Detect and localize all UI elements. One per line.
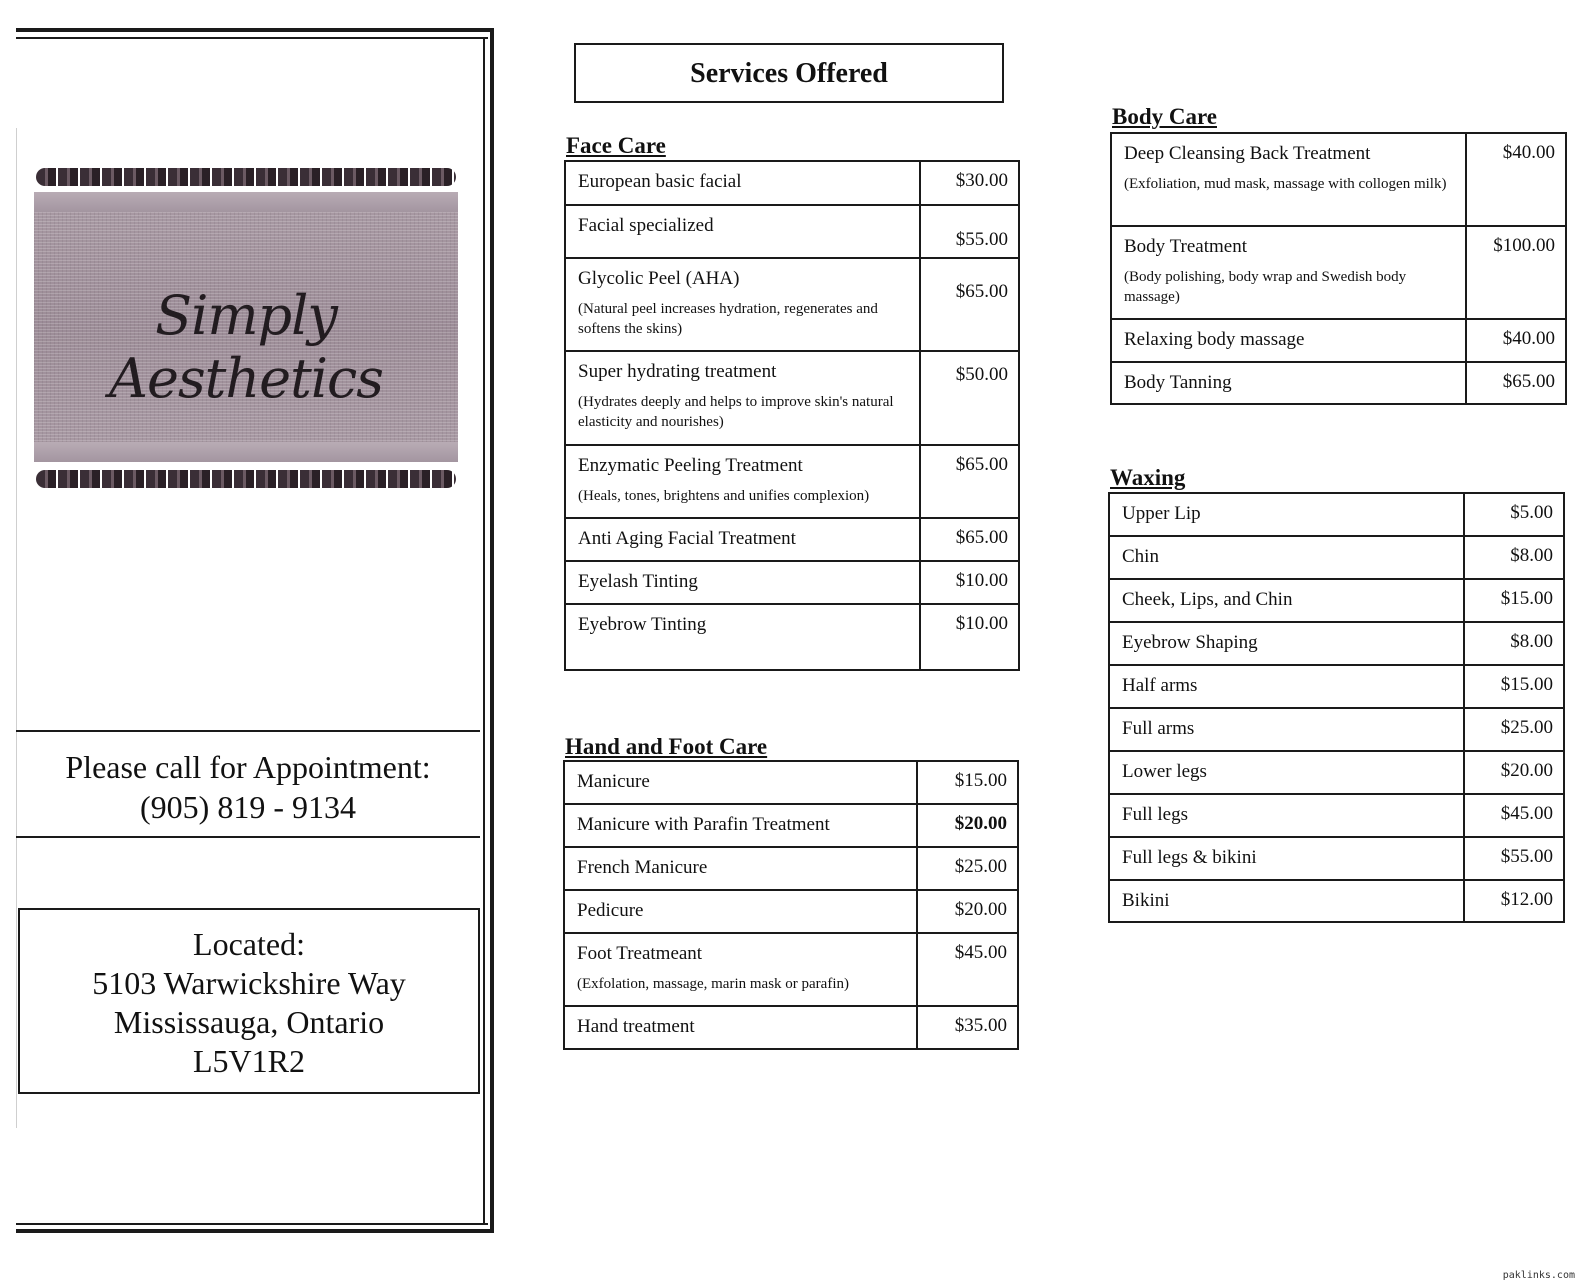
service-name: Chin — [1122, 546, 1159, 567]
service-name: Pedicure — [577, 900, 644, 921]
watermark: paklinks.com — [1502, 1270, 1575, 1281]
table-row — [564, 890, 1018, 933]
service-name: Cheek, Lips, and Chin — [1122, 589, 1293, 610]
service-name: Full arms — [1122, 718, 1195, 739]
table-row — [565, 258, 1019, 351]
frame-line — [16, 28, 494, 32]
table-row — [1109, 794, 1564, 837]
body-care-heading: Body Care — [1112, 104, 1217, 129]
table-row — [565, 604, 1019, 670]
frame-line — [483, 37, 485, 1225]
service-description: (Exfoliation, mud mask, massage with collogen milk) — [1124, 176, 1447, 192]
service-price: $55.00 — [920, 205, 1019, 258]
location-box — [18, 908, 480, 1094]
table-row — [1111, 133, 1566, 226]
service-name: Lower legs — [1122, 761, 1207, 782]
service-name: Eyebrow Shaping — [1122, 632, 1258, 653]
service-description: (Hydrates deeply and helps to improve skin's natural elasticity and nourishes) — [578, 394, 894, 430]
table-row — [565, 205, 1019, 258]
postal-code: L5V1R2 — [193, 1043, 305, 1079]
appointment-box — [16, 730, 480, 838]
service-name: Relaxing body massage — [1124, 329, 1305, 350]
street-address: 5103 Warwickshire Way — [92, 965, 406, 1001]
service-name: Eyebrow Tinting — [578, 614, 707, 635]
service-description: (Heals, tones, brightens and unifies complexion) — [578, 488, 870, 504]
phone-number[interactable]: (905) 819 - 9134 — [140, 789, 356, 825]
service-price: $8.00 — [1464, 536, 1564, 579]
service-price: $40.00 — [1466, 319, 1566, 362]
table-row — [1111, 362, 1566, 404]
table-row — [1109, 493, 1564, 536]
service-price: $8.00 — [1464, 622, 1564, 665]
service-name: Anti Aging Facial Treatment — [578, 528, 796, 549]
location-label: Located: — [193, 926, 305, 962]
service-name: Full legs — [1122, 804, 1188, 825]
service-name: Super hydrating treatment — [578, 361, 777, 382]
service-price: $25.00 — [917, 847, 1018, 890]
service-name: Body Treatment — [1124, 236, 1247, 257]
table-row — [565, 561, 1019, 604]
body-care-table — [1110, 132, 1567, 405]
table-row — [1109, 751, 1564, 794]
service-price: $10.00 — [920, 604, 1019, 670]
service-name: Upper Lip — [1122, 503, 1201, 524]
service-price: $20.00 — [917, 804, 1018, 847]
service-name: Manicure — [577, 771, 650, 792]
service-name: Bikini — [1122, 890, 1170, 911]
service-price: $65.00 — [1466, 362, 1566, 404]
bead-border-bottom — [36, 470, 456, 488]
table-row — [1111, 226, 1566, 319]
hand-foot-care-table — [563, 760, 1019, 1050]
service-price: $45.00 — [1464, 794, 1564, 837]
table-row — [1109, 536, 1564, 579]
left-panel — [16, 28, 494, 1233]
table-row — [565, 351, 1019, 445]
service-description: (Natural peel increases hydration, regenerates and softens the skins) — [578, 301, 878, 337]
service-name: Manicure with Parafin Treatment — [577, 814, 830, 835]
service-price: $20.00 — [917, 890, 1018, 933]
service-name: French Manicure — [577, 857, 708, 878]
service-price: $65.00 — [920, 445, 1019, 518]
frame-line — [16, 1223, 488, 1225]
table-row — [1109, 579, 1564, 622]
waxing-heading: Waxing — [1110, 465, 1186, 490]
table-row — [1109, 837, 1564, 880]
service-price: $40.00 — [1466, 133, 1566, 226]
logo-card — [34, 192, 458, 462]
logo-band — [34, 192, 458, 212]
service-price: $25.00 — [1464, 708, 1564, 751]
frame-line — [16, 128, 17, 1128]
table-row — [565, 518, 1019, 561]
logo-band — [34, 442, 458, 462]
bead-border-top — [36, 168, 456, 186]
service-name: Hand treatment — [577, 1016, 695, 1037]
table-row — [1109, 708, 1564, 751]
service-name: Foot Treatmeant — [577, 943, 703, 964]
table-row — [564, 761, 1018, 804]
service-name: Glycolic Peel (AHA) — [578, 268, 740, 289]
table-row — [1109, 665, 1564, 708]
service-price: $65.00 — [920, 258, 1019, 351]
frame-line — [16, 37, 488, 39]
service-price: $12.00 — [1464, 880, 1564, 922]
table-row — [564, 847, 1018, 890]
appointment-text: Please call for Appointment: — [65, 749, 431, 785]
service-price: $20.00 — [1464, 751, 1564, 794]
logo-text: Simply Aesthetics — [108, 284, 384, 410]
table-row — [565, 445, 1019, 518]
service-name: Enzymatic Peeling Treatment — [578, 455, 803, 476]
table-row — [564, 804, 1018, 847]
service-price: $45.00 — [917, 933, 1018, 1006]
service-price: $15.00 — [1464, 665, 1564, 708]
hand-foot-care-heading: Hand and Foot Care — [565, 734, 768, 759]
service-name: Body Tanning — [1124, 372, 1232, 393]
city-province: Mississauga, Ontario — [113, 1004, 385, 1040]
service-price: $5.00 — [1464, 493, 1564, 536]
service-price: $100.00 — [1466, 226, 1566, 319]
services-title: Services Offered — [574, 43, 1004, 103]
face-care-table — [564, 160, 1020, 671]
service-price: $15.00 — [917, 761, 1018, 804]
service-price: $30.00 — [920, 161, 1019, 205]
table-row — [564, 1006, 1018, 1049]
frame-line — [490, 28, 494, 1233]
service-price: $35.00 — [917, 1006, 1018, 1049]
frame-line — [16, 1229, 494, 1233]
table-row — [1111, 319, 1566, 362]
logo — [34, 168, 458, 493]
service-name: Deep Cleansing Back Treatment — [1124, 143, 1371, 164]
service-price: $65.00 — [920, 518, 1019, 561]
service-price: $15.00 — [1464, 579, 1564, 622]
table-row — [1109, 622, 1564, 665]
face-care-heading: Face Care — [566, 133, 666, 158]
service-name: Full legs & bikini — [1122, 847, 1257, 868]
service-description: (Body polishing, body wrap and Swedish body massage) — [1124, 269, 1407, 305]
table-row — [564, 933, 1018, 1006]
service-price: $55.00 — [1464, 837, 1564, 880]
service-name: Half arms — [1122, 675, 1198, 696]
service-price: $50.00 — [920, 351, 1019, 445]
table-row — [1109, 880, 1564, 922]
service-description: (Exfolation, massage, marin mask or parafin) — [577, 976, 849, 992]
table-row — [565, 161, 1019, 205]
service-name: Facial specialized — [578, 215, 714, 236]
service-price: $10.00 — [920, 561, 1019, 604]
waxing-table — [1108, 492, 1565, 923]
service-name: European basic facial — [578, 171, 742, 192]
service-name: Eyelash Tinting — [578, 571, 698, 592]
